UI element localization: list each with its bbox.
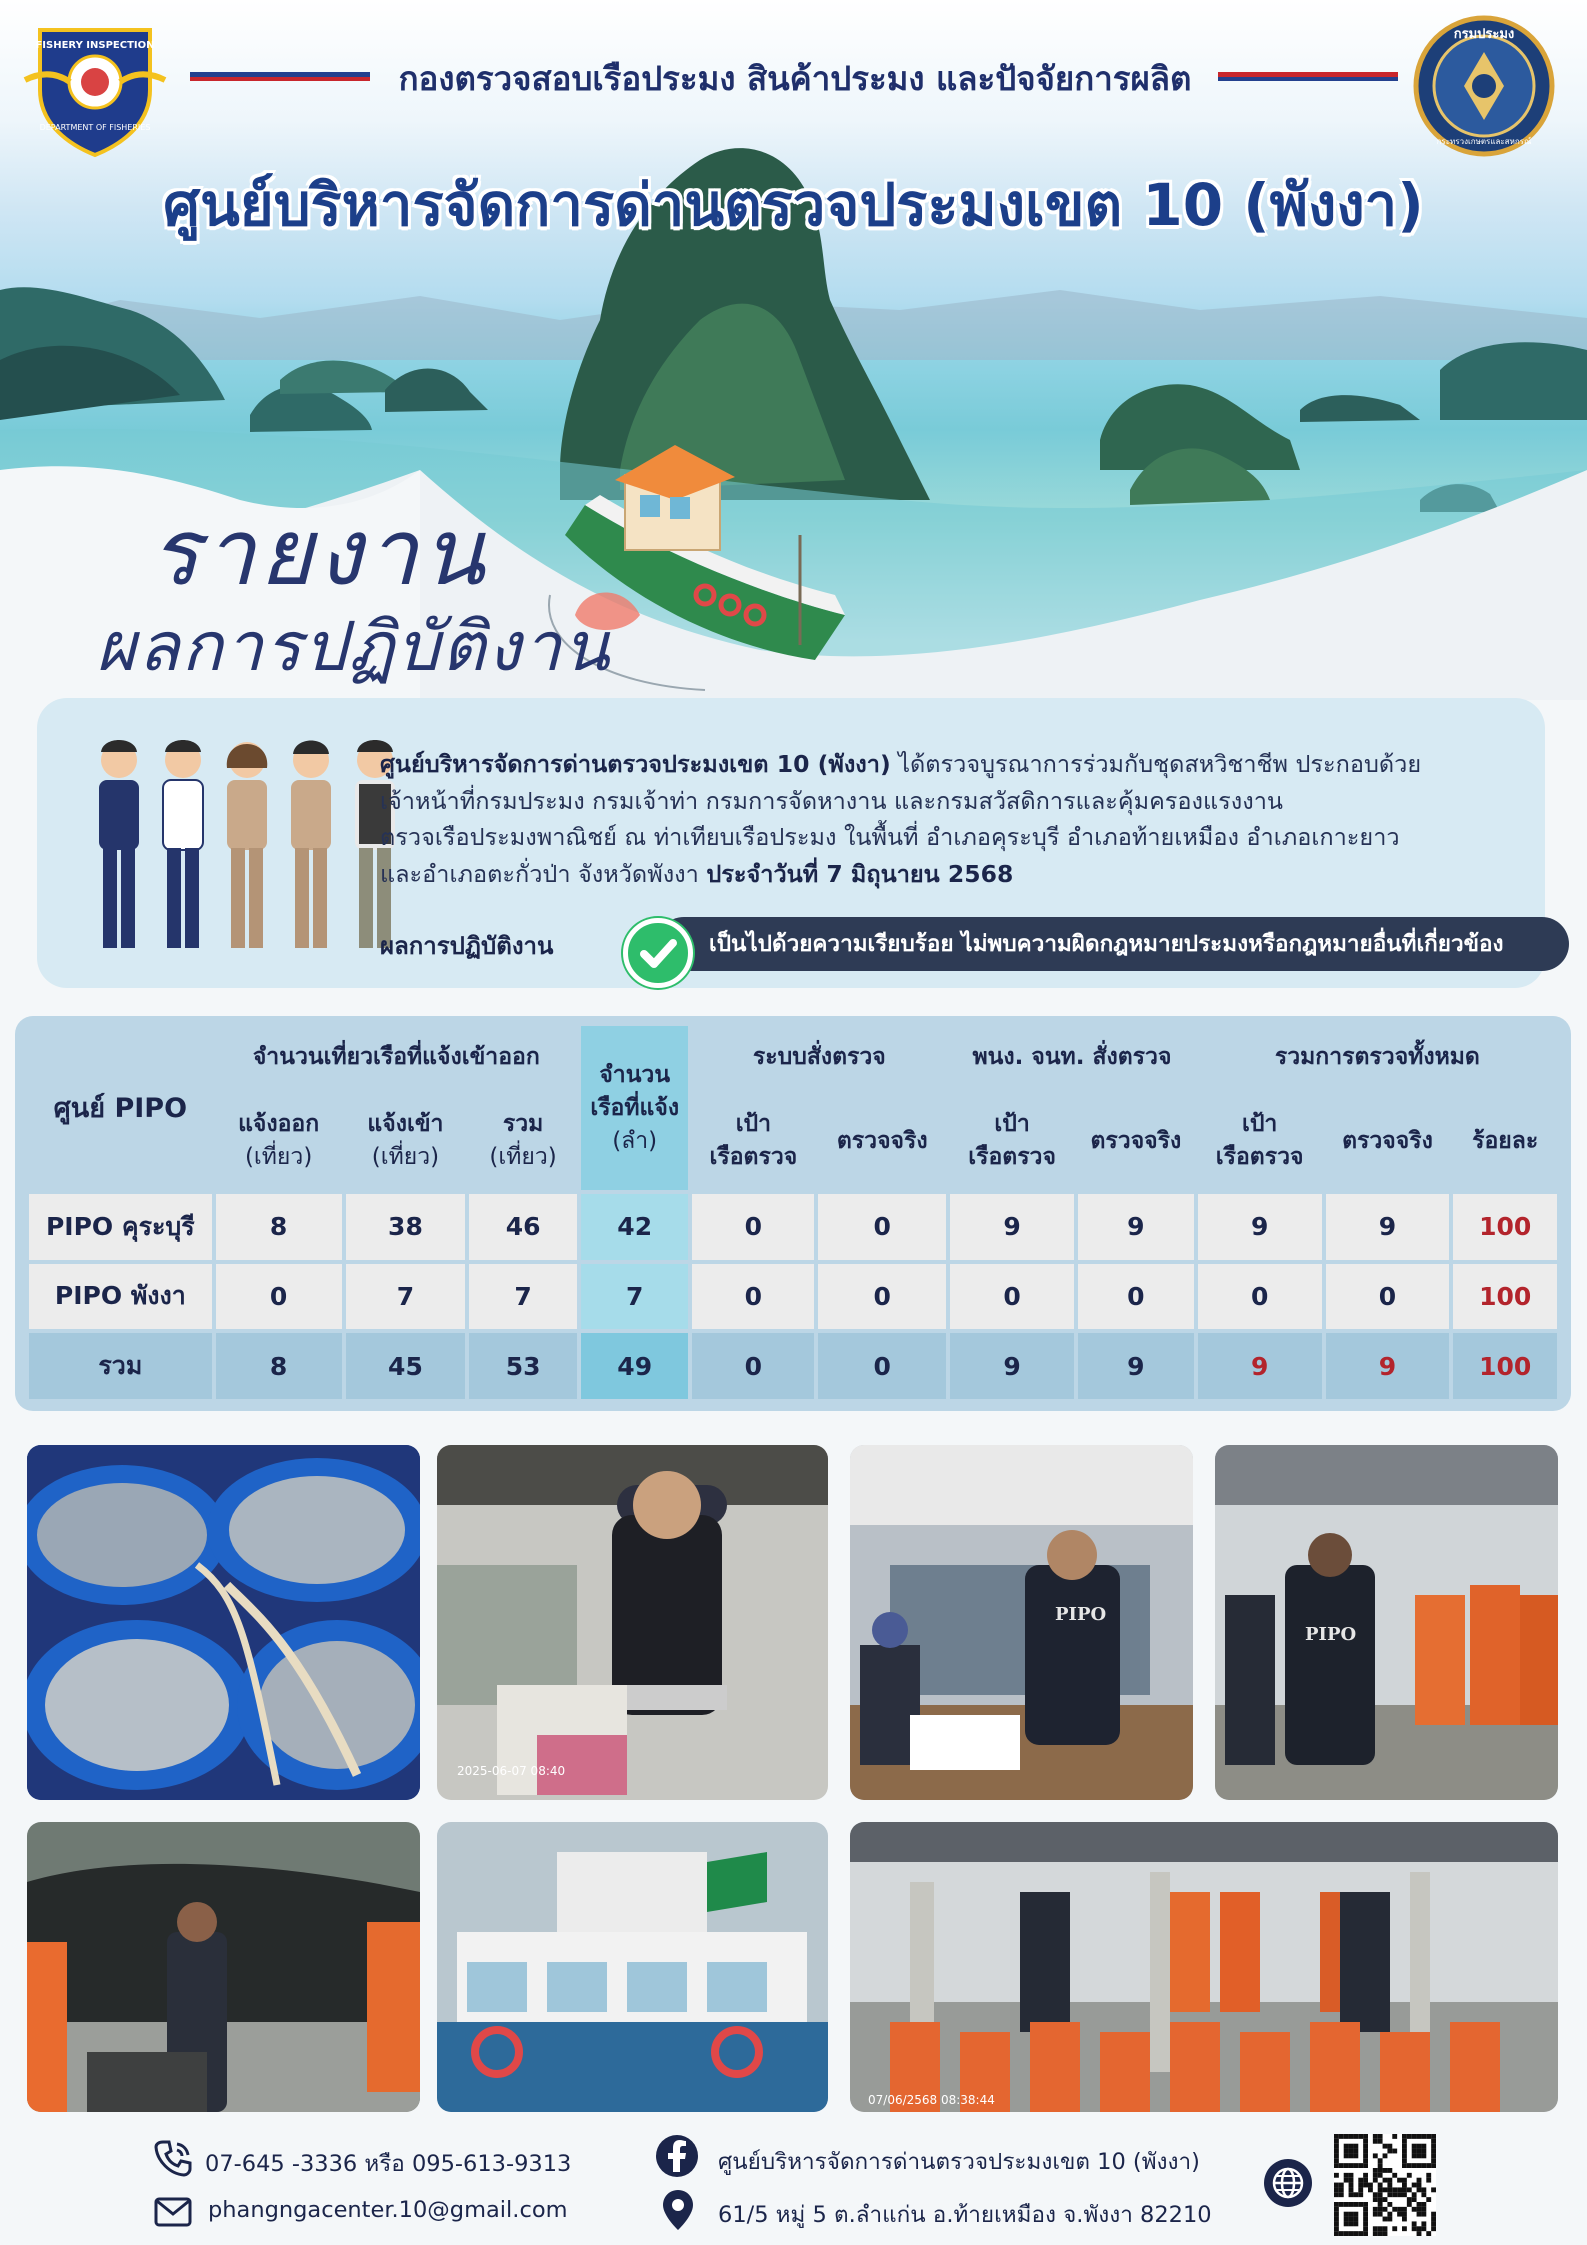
photo-pipo-crew: [1215, 1445, 1558, 1800]
header-vessels-line-1: จำนวน: [599, 1061, 671, 1088]
header-out: [216, 1092, 342, 1190]
cell-off-target: 9: [950, 1333, 1074, 1399]
header-group-officer: พนง. จนท. สั่งตรวจ: [950, 1026, 1194, 1088]
cell-center: PIPO คุระบุรี: [29, 1194, 212, 1260]
contact-address: 61/5 หมู่ 5 ต.ลำแก่น อ.ท้ายเหมือง จ.พังงา 82210: [718, 2202, 1212, 2228]
header-group-system: ระบบสั่งตรวจ: [692, 1026, 946, 1088]
table-row: [29, 1194, 1557, 1260]
cell-out: 8: [216, 1194, 342, 1260]
report-subtitle: ผลการปฏิบัติงาน: [96, 608, 612, 687]
header-sum-unit: (เที่ยว): [489, 1144, 557, 1170]
staff-figure: [99, 740, 139, 948]
report-title: รายงาน: [150, 499, 489, 606]
facebook-icon[interactable]: [655, 2134, 699, 2178]
qr-code-icon[interactable]: [1334, 2134, 1436, 2236]
cell-tot-actual: 0: [1326, 1264, 1450, 1330]
cell-tot-target: 9: [1198, 1333, 1322, 1399]
cell-in: 7: [346, 1264, 466, 1330]
phone-icon: [153, 2138, 193, 2178]
summary-line-4: และอำเภอตะกั่วป่า จังหวัดพังงา: [380, 859, 707, 888]
photo-net-inspection: [27, 1822, 420, 2112]
cell-sys-actual: 0: [818, 1194, 946, 1260]
header-sys-target: [692, 1092, 814, 1190]
header-vessels: [581, 1026, 689, 1190]
table-total-row: [29, 1333, 1557, 1399]
contact-facebook[interactable]: ศูนย์บริหารจัดการด่านตรวจประมงเขต 10 (พังงา): [718, 2149, 1200, 2175]
cell-off-actual: 0: [1078, 1264, 1194, 1330]
svg-text:กระทรวงเกษตรและสหกรณ์: กระทรวงเกษตรและสหกรณ์: [1436, 137, 1532, 146]
header-tot-actual: ตรวจจริง: [1326, 1092, 1450, 1190]
header-group-trips: จำนวนเที่ยวเรือที่แจ้งเข้าออก: [216, 1026, 577, 1088]
cell-out: 8: [216, 1333, 342, 1399]
cell-vessels: 42: [581, 1194, 689, 1260]
cell-vessels: 7: [581, 1264, 689, 1330]
header-sys-actual: ตรวจจริง: [818, 1092, 946, 1190]
summary-text: [380, 746, 1520, 892]
cell-in: 45: [346, 1333, 466, 1399]
pipo-vest-text: PIPO: [1305, 1624, 1357, 1645]
center-title: ศูนย์บริหารจัดการด่านตรวจประมงเขต 10 (พังงา): [163, 171, 1424, 239]
header-out-label: แจ้งออก: [238, 1111, 320, 1137]
header-group-total: รวมการตรวจทั้งหมด: [1198, 1026, 1557, 1088]
header-vessels-line-2: เรือที่แจ้ง: [590, 1094, 680, 1121]
cell-percent: 100: [1453, 1194, 1557, 1260]
header-in-unit: (เที่ยว): [371, 1144, 440, 1170]
cell-tot-target: 9: [1198, 1194, 1322, 1260]
department-of-fisheries-seal: [1412, 14, 1557, 159]
header-banner: [0, 0, 1587, 700]
header-out-unit: (เที่ยว): [244, 1144, 313, 1170]
result-text: เป็นไปด้วยความเรียบร้อย ไม่พบความผิดกฎหมายประมงหรือกฎหมายอื่นที่เกี่ยวข้อง: [657, 917, 1569, 971]
photo-timestamp: 07/06/2568 08:38:44: [868, 2093, 995, 2107]
summary-line-3: ตรวจเรือประมงพาณิชย์ ณ ท่าเทียบเรือประมง ในพื้นที่ อำเภอคุระบุรี อำเภอท้ายเหมือง อำเภอเกาะยาว: [380, 823, 1400, 851]
cell-tot-actual: 9: [1326, 1333, 1450, 1399]
cell-percent: 100: [1453, 1264, 1557, 1330]
cell-sys-actual: 0: [818, 1264, 946, 1330]
cell-tot-target: 0: [1198, 1264, 1322, 1330]
staff-figure: [291, 741, 331, 949]
cell-sum: 53: [469, 1333, 577, 1399]
fishery-inspection-logo: [20, 20, 170, 160]
flag-bar-left: [190, 72, 370, 82]
header-vessels-unit: (ลำ): [612, 1127, 658, 1154]
cell-in: 38: [346, 1194, 466, 1260]
flag-bar-right: [1218, 72, 1398, 82]
cell-vessels: 49: [581, 1333, 689, 1399]
header-center: ศูนย์ PIPO: [29, 1026, 212, 1190]
header-in: [346, 1092, 466, 1190]
summary-line-2: เจ้าหน้าที่กรมประมง กรมเจ้าท่า กรมการจัดหางาน และกรมสวัสดิการและคุ้มครองแรงงาน: [380, 786, 1283, 815]
contact-phone: 07-645 -3336 หรือ 095-613-9313: [205, 2151, 572, 2177]
photo-pipo-desk: [850, 1445, 1193, 1800]
header-in-label: แจ้งเข้า: [367, 1111, 444, 1137]
cell-off-target: 0: [950, 1264, 1074, 1330]
cell-tot-actual: 9: [1326, 1194, 1450, 1260]
header-sys-target-2: เรือตรวจ: [709, 1144, 798, 1170]
checkmark-icon: [623, 918, 693, 988]
svg-text:FISHERY INSPECTION: FISHERY INSPECTION: [35, 40, 155, 51]
header-tot-target: [1198, 1092, 1322, 1190]
header-off-target: [950, 1092, 1074, 1190]
photo-crew-meeting: [850, 1822, 1558, 2112]
cell-sys-target: 0: [692, 1264, 814, 1330]
cell-sys-actual: 0: [818, 1333, 946, 1399]
location-icon: [660, 2188, 696, 2232]
header-off-actual: ตรวจจริง: [1078, 1092, 1194, 1190]
header-tot-target-2: เรือตรวจ: [1215, 1144, 1304, 1170]
staff-figure: [163, 740, 203, 948]
summary-box: [37, 698, 1545, 988]
contact-email[interactable]: phangngacenter.10@gmail.com: [208, 2197, 568, 2223]
photo-ice-drums: [27, 1445, 420, 1800]
table-row: [29, 1264, 1557, 1330]
cell-sys-target: 0: [692, 1194, 814, 1260]
pipo-vest-text: PIPO: [1055, 1604, 1107, 1625]
stats-table-panel: [15, 1016, 1571, 1411]
staff-figure: [227, 742, 267, 948]
cell-sum: 7: [469, 1264, 577, 1330]
cell-percent: 100: [1453, 1333, 1557, 1399]
globe-icon[interactable]: [1263, 2158, 1313, 2208]
header-sum: [469, 1092, 577, 1190]
header-off-target-2: เรือตรวจ: [968, 1144, 1056, 1170]
cell-sys-target: 0: [692, 1333, 814, 1399]
header-sys-target-1: เป้า: [735, 1111, 772, 1137]
header-sum-label: รวม: [502, 1111, 544, 1137]
stats-table: [25, 1022, 1561, 1403]
photo-officer-phone: [437, 1445, 828, 1800]
header-off-target-1: เป้า: [994, 1111, 1030, 1137]
photo-timestamp: 2025-06-07 08:40: [457, 1764, 566, 1778]
svg-text:กรมประมง: กรมประมง: [1453, 27, 1515, 42]
header-tot-target-1: เป้า: [1241, 1111, 1278, 1137]
cell-off-target: 9: [950, 1194, 1074, 1260]
division-name: กองตรวจสอบเรือประมง สินค้าประมง และปัจจัยการผลิต: [398, 59, 1192, 98]
cell-out: 0: [216, 1264, 342, 1330]
staff-figures-illustration: [87, 728, 407, 960]
cell-off-actual: 9: [1078, 1194, 1194, 1260]
result-label: ผลการปฏิบัติงาน: [380, 932, 554, 960]
email-icon: [153, 2195, 193, 2229]
cell-center: PIPO พังงา: [29, 1264, 212, 1330]
cell-sum: 46: [469, 1194, 577, 1260]
summary-line-1: ได้ตรวจบูรณาการร่วมกับชุดสหวิชาชีพ ประกอบด้วย: [890, 750, 1422, 778]
summary-center-name: ศูนย์บริหารจัดการด่านตรวจประมงเขต 10 (พังงา): [380, 750, 891, 778]
photo-fishing-vessel: [437, 1822, 828, 2112]
svg-text:DEPARTMENT OF FISHERIES: DEPARTMENT OF FISHERIES: [39, 123, 151, 132]
cell-off-actual: 9: [1078, 1333, 1194, 1399]
cell-center: รวม: [29, 1333, 212, 1399]
summary-date: ประจำวันที่ 7 มิถุนายน 2568: [706, 859, 1014, 888]
header-percent: ร้อยละ: [1453, 1092, 1557, 1190]
